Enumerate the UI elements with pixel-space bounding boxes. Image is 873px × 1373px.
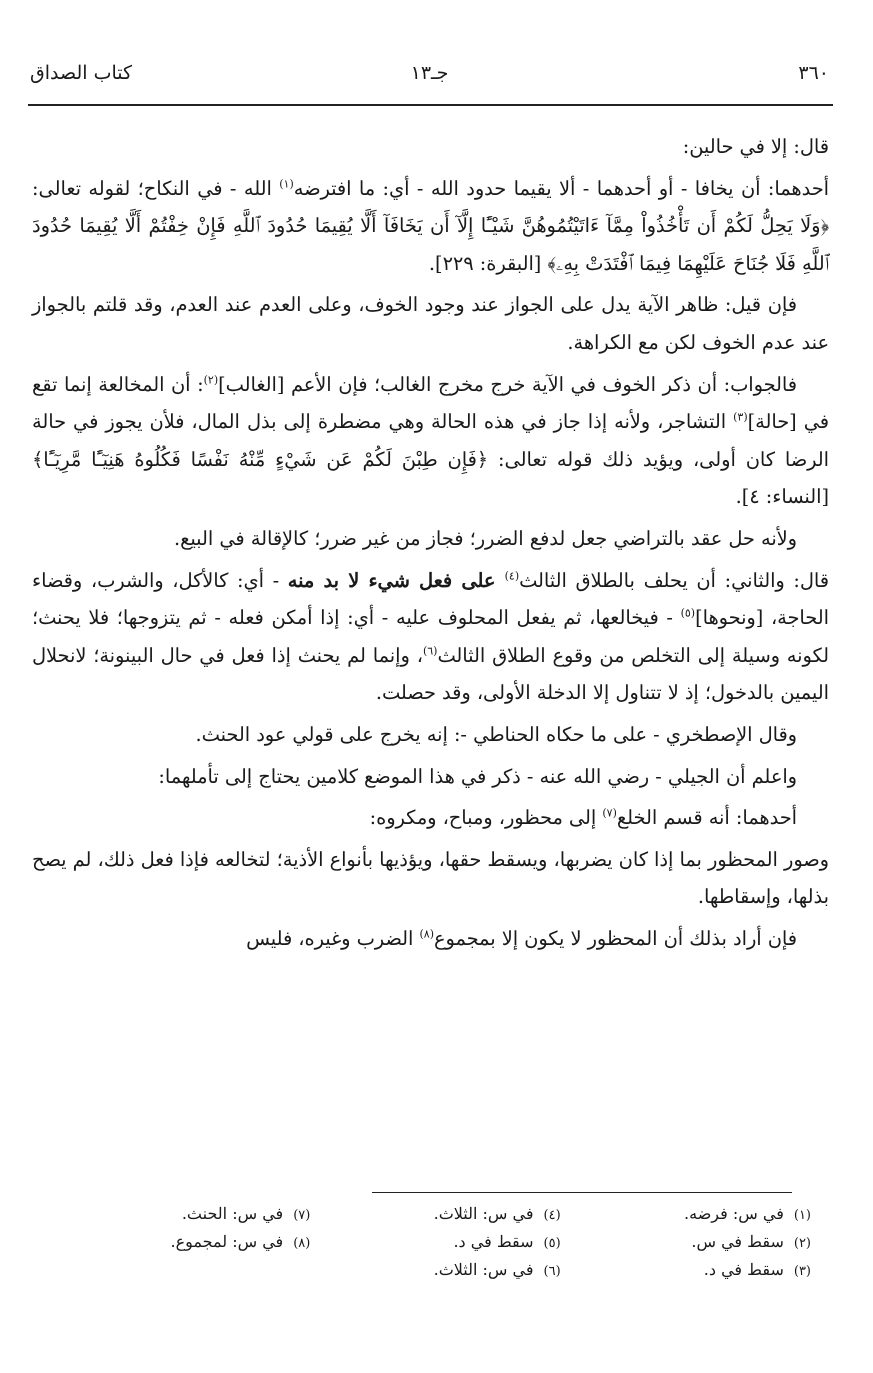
footnote-ref: (١) bbox=[279, 177, 294, 191]
bold-text: على فعل شيء لا بد منه bbox=[287, 568, 505, 592]
paragraph bbox=[32, 520, 829, 558]
footnote-divider bbox=[372, 1192, 792, 1193]
main-text bbox=[32, 128, 829, 961]
page-header bbox=[30, 58, 829, 98]
footnote-text: سقط في د. bbox=[703, 1260, 784, 1279]
footnote-ref: (٦) bbox=[422, 644, 438, 658]
text-run: وقال الإصطخري - على ما حكاه الحناطي -: إنه يخرج على قولي عود الحنث. bbox=[195, 722, 797, 746]
text-run: واعلم أن الجيلي - رضي الله عنه - ذكر في هذا الموضع كلامين يحتاج إلى تأملهما: bbox=[158, 764, 797, 788]
footnote-number: (١) bbox=[793, 1208, 811, 1223]
footnote-text: في س: لمجموع. bbox=[170, 1232, 284, 1251]
text-run: : أن المخالعة إنما تقع في [حالة] bbox=[32, 372, 830, 434]
footnote-ref: (٤) bbox=[504, 569, 520, 583]
paragraph bbox=[32, 562, 829, 712]
footnote-ref: (٥) bbox=[680, 606, 696, 620]
text-run: الله - في النكاح؛ لقوله تعالى: ﴿وَلَا يَحِلُّ لَكُمْ أَن تَأْخُذُواْ مِمَّآ ءَاتَيْتُمُوهُنَّ شَيْـًٔا إِلَّآ أَن يَخَافَآ أَلَّا يُقِيمَا حُدُودَ ٱللَّهِ فَإِنْ خِفْتُمْ أَلَّا يُقِيمَا حُدُودَ ٱللَّهِ فَلَا جُنَاحَ عَلَيْهِمَا فِيمَا ٱفْتَدَتْ بِهِۦ﴾ [البقرة: ٢٢٩]. bbox=[32, 176, 829, 275]
text-run: ولأنه حل عقد بالتراضي جعل لدفع الضرر؛ فجاز من غير ضرر؛ كالإقالة في البيع. bbox=[173, 526, 797, 550]
paragraph bbox=[32, 758, 829, 796]
footnote-ref: (٧) bbox=[602, 806, 617, 820]
footnote-number: (٥) bbox=[543, 1236, 561, 1251]
text-run: وصور المحظور بما إذا كان يضربها، ويسقط حقها، ويؤذيها بأنواع الأذية؛ لتخالعه فإذا فعل ذلك، لم يصح بذلها، وإسقاطها. bbox=[32, 847, 829, 909]
paragraph bbox=[32, 128, 829, 166]
footnote-number: (٣) bbox=[793, 1264, 811, 1279]
paragraph bbox=[32, 716, 829, 754]
text-run: قال: والثاني: أن يحلف بالطلاق الثالث bbox=[519, 568, 830, 592]
footnote-number: (٢) bbox=[793, 1236, 811, 1251]
text-run: قال: إلا في حالين: bbox=[682, 135, 829, 158]
footnote-text: في س: فرضه. bbox=[684, 1204, 784, 1223]
footnote-item bbox=[561, 1204, 811, 1232]
footnote-number: (٧) bbox=[293, 1208, 311, 1223]
footnote-number: (٤) bbox=[543, 1208, 561, 1223]
footnote-number: (٦) bbox=[543, 1264, 561, 1279]
footnote-item bbox=[561, 1232, 811, 1260]
footnote-ref: (٨) bbox=[419, 927, 434, 941]
text-run: إلى محظور، ومباح، ومكروه: bbox=[369, 806, 603, 830]
footnote-text: في س: الثلاث. bbox=[433, 1260, 534, 1279]
footnote-item bbox=[310, 1232, 560, 1260]
text-run: - أي: كالأكل، والشرب، وقضاء الحاجة، [ونحوها] bbox=[32, 568, 829, 630]
paragraph bbox=[32, 170, 829, 283]
footnote-item bbox=[60, 1232, 310, 1260]
text-run: أحدهما: أن يخافا - أو أحدهما - ألا يقيما حدود الله - أي: ما افترضه bbox=[293, 176, 829, 200]
text-run: الضرب وغيره، فليس bbox=[246, 926, 420, 950]
book-title: كتاب الصداق bbox=[30, 62, 133, 84]
text-run: فإن قيل: ظاهر الآية يدل على الجواز عند وجود الخوف، وعلى العدم عند العدم، وقد قلتم بالجواز عند عدم الخوف لكن مع الكراهة. bbox=[32, 293, 829, 354]
footnote-item bbox=[561, 1260, 811, 1288]
volume-label: جـ١٣ bbox=[410, 62, 449, 84]
paragraph bbox=[32, 841, 829, 916]
text-run: ، وإنما لم يحنث إذا فعل في حال البينونة؛ لانحلال اليمين بالدخول؛ إذ لا تتناول إلا الدخلة الأولى، وقد حصلت. bbox=[32, 643, 829, 705]
text-run: التشاجر، ولأنه إذا جاز في هذه الحالة وهي مضطرة إلى بذل المال، فلأن يجوز في حالة الرضا كان أولى، ويؤيد ذلك قوله تعالى: ﴿فَإِن طِبْنَ لَكُمْ عَن شَيْءٍ مِّنْهُ نَفْسًا فَكُلُوهُ هَنِيٓـًٔا مَّرِيٓـًٔا﴾ [النساء: ٤]. bbox=[32, 410, 829, 509]
footnote-item bbox=[310, 1204, 560, 1232]
footnote-item bbox=[60, 1204, 310, 1232]
paragraph bbox=[32, 799, 829, 837]
footnote-text: في س: الحنث. bbox=[181, 1204, 284, 1223]
footnote-text: سقط في د. bbox=[453, 1232, 534, 1251]
footnote-number: (٨) bbox=[293, 1236, 311, 1251]
paragraph bbox=[32, 920, 829, 958]
text-run: أحدهما: أنه قسم الخلع bbox=[616, 806, 797, 830]
footnote-item bbox=[310, 1260, 560, 1288]
page-number: ٣٦٠ bbox=[798, 62, 829, 84]
footnote-text: في س: الثلاث. bbox=[433, 1204, 534, 1223]
footnote-text: سقط في س. bbox=[691, 1232, 784, 1251]
text-run: - فيخالعها، ثم يفعل المحلوف عليه - أي: إذا أمكن فعله - ثم يتزوجها؛ فلا يحنث؛ لكونه وسيلة إلى التخلص من وقوع الطلاق الثالث bbox=[32, 606, 829, 667]
paragraph bbox=[32, 366, 829, 516]
footnote-ref: (٢) bbox=[203, 373, 219, 387]
footnote-ref: (٣) bbox=[733, 410, 748, 424]
header-divider bbox=[28, 104, 833, 106]
text-run: فالجواب: أن ذكر الخوف في الآية خرج مخرج الغالب؛ فإن الأعم [الغالب] bbox=[218, 372, 797, 396]
footnotes bbox=[60, 1204, 811, 1288]
paragraph bbox=[32, 286, 829, 361]
text-run: فإن أراد بذلك أن المحظور لا يكون إلا بمجموع bbox=[434, 926, 797, 950]
